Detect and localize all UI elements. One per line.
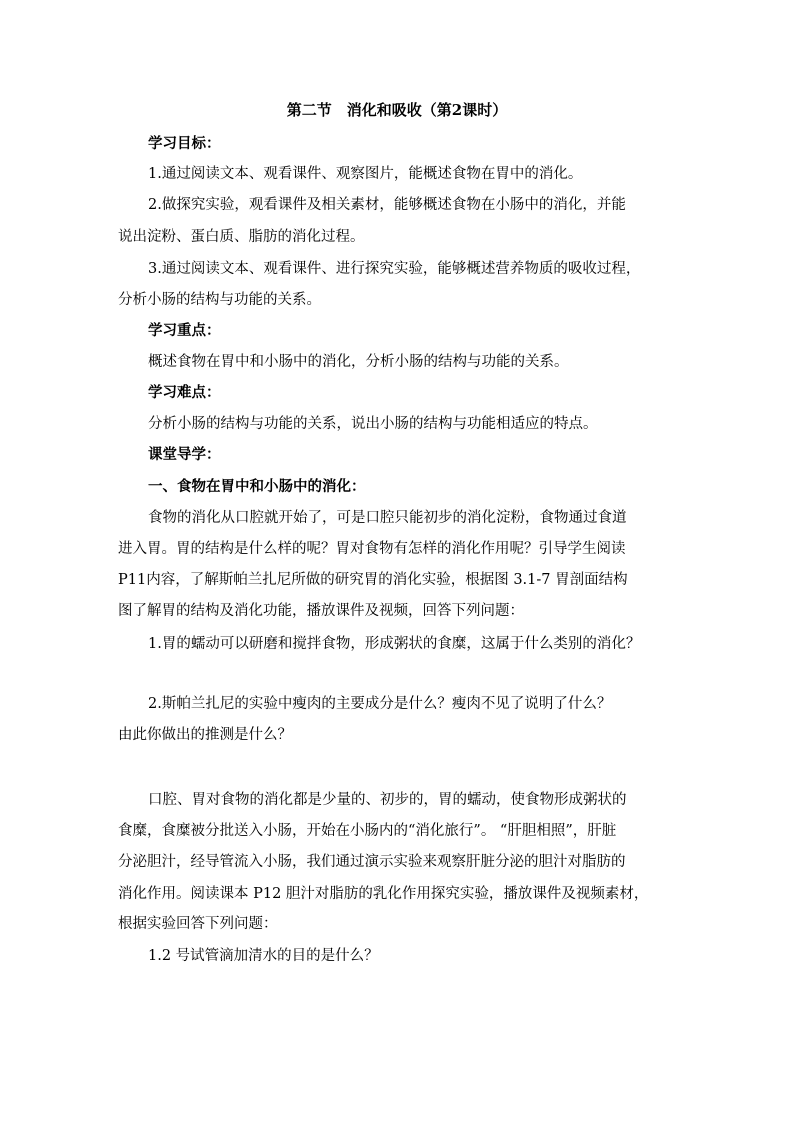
- objective-3-line-2: 分析小肠的结构与功能的关系。: [118, 292, 321, 308]
- objective-1: 1.通过阅读文本、观看课件、观察图片，能概述食物在胃中的消化。: [148, 166, 583, 182]
- paragraph-2-line-3: 分泌胆汁，经导管流入小肠，我们通过演示实验来观察肝脏分泌的胆汁对脂肪的: [118, 854, 626, 870]
- paragraph-2-line-4: 消化作用。阅读课本 P12 胆汁对脂肪的乳化作用探究实验，播放课件及视频素材，: [118, 886, 649, 902]
- guide-heading: 课堂导学：: [148, 446, 221, 463]
- question-1: 1.胃的蠕动可以研磨和搅拌食物，形成粥状的食糜，这属于什么类别的消化？: [148, 636, 641, 652]
- objective-2-line-2: 说出淀粉、蛋白质、脂肪的消化过程。: [118, 229, 365, 245]
- paragraph-2-line-5: 根据实验回答下列问题：: [118, 916, 278, 932]
- objectives-heading: 学习目标：: [148, 135, 221, 152]
- paragraph-1-line-1: 食物的消化从口腔就开始了，可是口腔只能初步的消化淀粉，食物通过食道: [148, 510, 627, 526]
- objective-2-line-1: 2.做探究实验，观看课件及相关素材，能够概述食物在小肠中的消化，并能: [148, 197, 626, 213]
- question-2-line-1: 2.斯帕兰扎尼的实验中瘦肉的主要成分是什么？瘦肉不见了说明了什么？: [148, 696, 612, 712]
- question-3: 1.2 号试管滴加清水的目的是什么？: [148, 948, 379, 964]
- paragraph-1-line-4: 图了解胃的结构及消化功能，播放课件及视频，回答下列问题：: [118, 603, 524, 619]
- page-title: 第二节 消化和吸收（第2课时）: [286, 101, 508, 119]
- objective-3-line-1: 3.通过阅读文本、观看课件、进行探究实验，能够概述营养物质的吸收过程，: [148, 261, 641, 277]
- paragraph-2-line-2: 食糜，食糜被分批送入小肠，开始在小肠内的“消化旅行”。 “肝胆相照”，肝脏: [118, 823, 617, 839]
- difficulty-heading: 学习难点：: [148, 384, 221, 401]
- question-2-line-2: 由此你做出的推测是什么？: [118, 727, 292, 743]
- keypoints-text: 概述食物在胃中和小肠中的消化，分析小肠的结构与功能的关系。: [148, 354, 569, 370]
- paragraph-1-line-2: 进入胃。胃的结构是什么样的呢？胃对食物有怎样的消化作用呢？引导学生阅读: [118, 541, 626, 557]
- difficulty-text: 分析小肠的结构与功能的关系，说出小肠的结构与功能相适应的特点。: [148, 416, 598, 432]
- paragraph-2-line-1: 口腔、胃对食物的消化都是少量的、初步的，胃的蠕动，使食物形成粥状的: [148, 792, 627, 808]
- paragraph-1-line-3: P11内容，了解斯帕兰扎尼所做的研究胃的消化实验，根据图 3.1-7 胃剖面结构: [118, 572, 628, 588]
- section-1-heading: 一、食物在胃中和小肠中的消化：: [148, 478, 366, 495]
- keypoints-heading: 学习重点：: [148, 322, 221, 339]
